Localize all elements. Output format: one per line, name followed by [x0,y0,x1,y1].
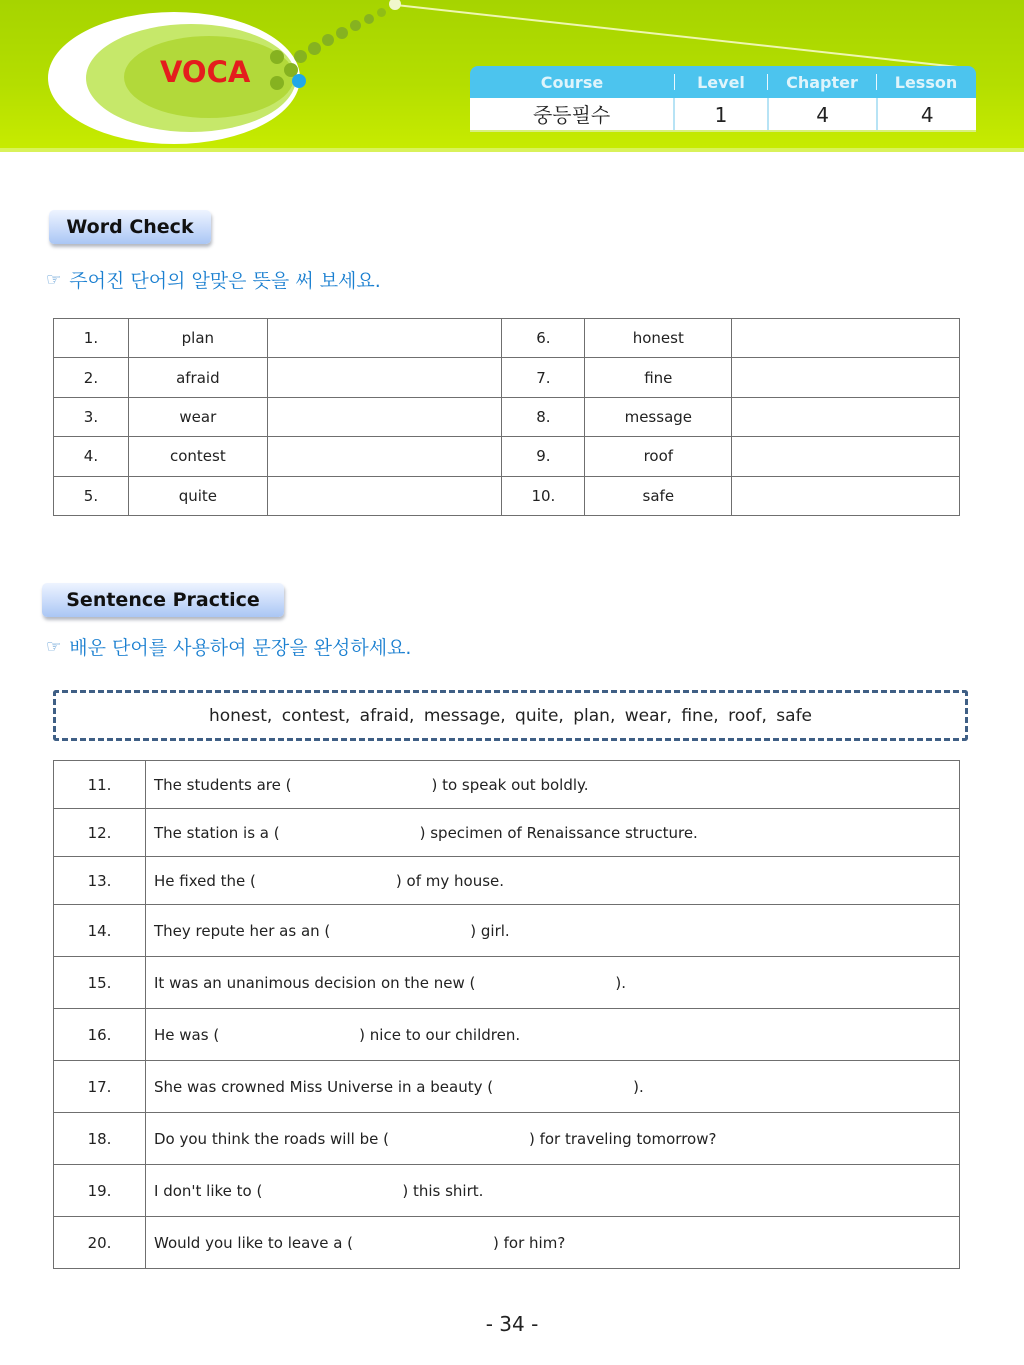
sentence-before-blank: They repute her as an ( [154,921,331,940]
sentence-text [146,1217,960,1269]
word-check-instruction [46,266,381,293]
word-number: 5. [54,476,129,515]
sentence-before-blank: He was ( [154,1025,220,1044]
course-label: Course [540,72,604,92]
course-value: 중등필수 [532,103,611,127]
sentence-row [54,761,960,809]
word-number: 10. [502,476,585,515]
decorative-dot [377,8,386,17]
sentence-number: 18. [54,1113,146,1165]
course-info-header [470,66,976,98]
sentence-text [146,1061,960,1113]
word-check-table [53,318,960,516]
sentence-row [54,1217,960,1269]
sentence-before-blank: Do you think the roads will be ( [154,1129,389,1148]
lesson-label: Lesson [894,72,958,92]
decorative-dot [389,0,401,10]
word-number: 8. [502,397,585,436]
level-value: 1 [714,103,728,127]
decorative-dot [322,34,334,46]
sentence-after-blank: ) for him? [493,1233,566,1252]
sentence-number: 15. [54,957,146,1009]
level-label: Level [697,72,745,92]
sentence-after-blank: ) nice to our children. [359,1025,521,1044]
sentence-text [146,857,960,905]
sentence-text [146,761,960,809]
sentence-after-blank: ) for traveling tomorrow? [528,1129,717,1148]
sentence-after-blank: ) girl. [470,921,510,940]
word-check-title: Word Check [49,210,211,244]
meaning-answer-cell[interactable] [267,397,502,436]
sentence-before-blank: The station is a ( [154,823,280,842]
sentence-after-blank: ) specimen of Renaissance structure. [419,823,698,842]
sentence-number: 14. [54,905,146,957]
word-row [54,397,960,436]
sentence-number: 19. [54,1165,146,1217]
meaning-answer-cell[interactable] [732,437,960,476]
word-number: 2. [54,358,129,397]
vocab-word: message [585,397,732,436]
sentence-number: 20. [54,1217,146,1269]
word-row [54,319,960,358]
lesson-value: 4 [920,103,934,127]
chapter-label: Chapter [786,72,858,92]
sentence-row [54,1061,960,1113]
vocab-word: quite [128,476,267,515]
vocab-word: fine [585,358,732,397]
instruction-text: 배운 단어를 사용하여 문장을 완성하세요. [69,637,412,659]
word-row [54,358,960,397]
vocab-word: wear [128,397,267,436]
vocab-word: roof [585,437,732,476]
vocab-word: afraid [128,358,267,397]
sentence-text [146,905,960,957]
pointing-hand-icon: ☞ [46,269,62,290]
meaning-answer-cell[interactable] [732,476,960,515]
meaning-answer-cell[interactable] [732,358,960,397]
sentence-number: 17. [54,1061,146,1113]
instruction-text: 주어진 단어의 알맞은 뜻을 써 보세요. [69,270,381,292]
course-info-values [470,98,976,132]
sentence-row [54,1113,960,1165]
chapter-value: 4 [816,103,829,127]
sentence-number: 16. [54,1009,146,1061]
word-number: 3. [54,397,129,436]
meaning-answer-cell[interactable] [267,476,502,515]
word-number: 7. [502,358,585,397]
course-info-table [470,66,976,134]
word-bank-text: honest, contest, afraid, message, quite, plan, wear, fine, roof, safe [208,705,813,726]
sentence-number: 11. [54,761,146,809]
sentence-before-blank: Would you like to leave a ( [154,1233,354,1252]
decorative-dot [336,27,348,39]
sentence-after-blank: ) this shirt. [402,1181,484,1200]
sentence-practice-table [53,760,960,1269]
word-number: 6. [502,319,585,358]
sentence-before-blank: He fixed the ( [154,871,256,890]
decorative-dot [308,42,321,55]
sentence-row [54,857,960,905]
decorative-dot [270,50,284,64]
sentence-number: 12. [54,809,146,857]
meaning-answer-cell[interactable] [267,319,502,358]
decorative-dot-blue [292,74,306,88]
sentence-practice-instruction [46,633,411,660]
meaning-answer-cell[interactable] [267,358,502,397]
sentence-after-blank: ). [633,1077,644,1096]
vocab-word: contest [128,437,267,476]
word-number: 1. [54,319,129,358]
vocab-word: safe [585,476,732,515]
sentence-row [54,957,960,1009]
vocab-word: honest [585,319,732,358]
sentence-before-blank: It was an unanimous decision on the new ( [154,973,476,992]
vocab-word: plan [128,319,267,358]
sentence-row [54,1165,960,1217]
word-bank-box [53,690,968,741]
word-row [54,476,960,515]
word-number: 9. [502,437,585,476]
meaning-answer-cell[interactable] [267,437,502,476]
decorative-dot [364,14,374,24]
decorative-dot [270,76,284,90]
sentence-text [146,1165,960,1217]
sentence-practice-title: Sentence Practice [42,583,284,617]
decorative-line [396,4,973,70]
sentence-text [146,957,960,1009]
sentence-number: 13. [54,857,146,905]
meaning-answer-cell[interactable] [732,397,960,436]
sentence-after-blank: ). [615,973,627,992]
sentence-text [146,809,960,857]
sentence-row [54,1009,960,1061]
sentence-after-blank: ) of my house. [395,871,505,890]
voca-logo: VOCA [160,55,251,89]
word-number: 4. [54,437,129,476]
sentence-text [146,1113,960,1165]
page-number: - 34 - [485,1312,539,1336]
header-banner [0,0,1024,152]
sentence-row [54,905,960,957]
sentence-before-blank: She was crowned Miss Universe in a beauty ( [154,1077,494,1096]
sentence-text [146,1009,960,1061]
sentence-after-blank: ) to speak out boldly. [431,775,589,794]
meaning-answer-cell[interactable] [732,319,960,358]
sentence-row [54,809,960,857]
pointing-hand-icon: ☞ [46,636,62,657]
word-row [54,437,960,476]
decorative-dot [350,20,361,31]
decorative-dot [294,50,307,63]
sentence-before-blank: I don't like to ( [154,1181,263,1200]
sentence-before-blank: The students are ( [154,775,292,794]
